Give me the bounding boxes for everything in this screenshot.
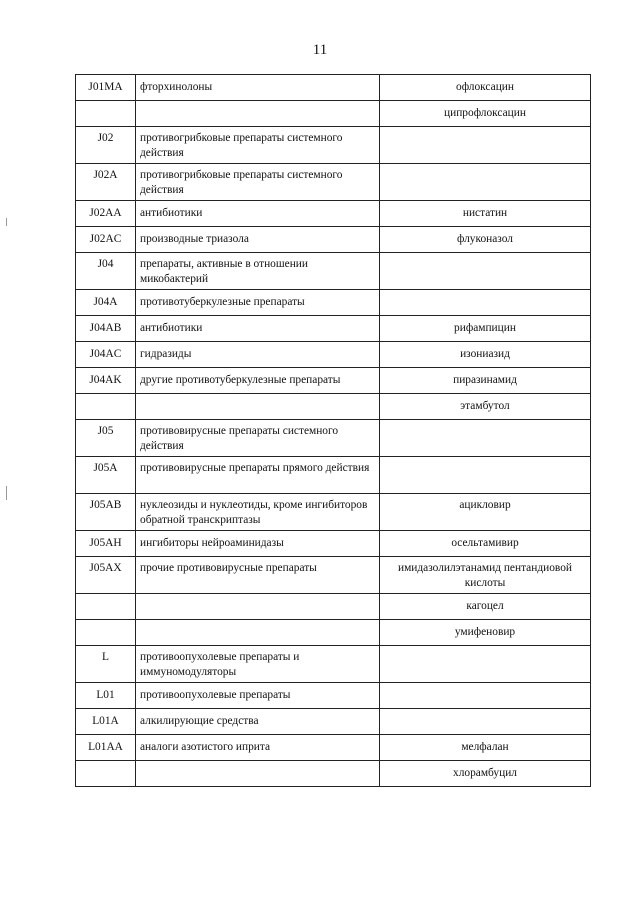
drug-cell: рифампицин [380,316,591,342]
table-row [76,253,591,290]
table-row [76,201,591,227]
group-cell: противотуберкулезные препараты [136,290,380,316]
drug-cell: ципрофлоксацин [380,101,591,127]
code-cell: L [76,646,136,683]
group-cell: гидразиды [136,342,380,368]
drug-cell: пиразинамид [380,368,591,394]
table-row [76,394,591,420]
code-cell: J05AB [76,494,136,531]
group-cell: антибиотики [136,201,380,227]
code-cell: J04A [76,290,136,316]
group-cell: аналоги азотистого иприта [136,735,380,761]
drug-cell [380,457,591,494]
group-cell: ингибиторы нейроаминидазы [136,531,380,557]
table-row [76,683,591,709]
group-cell: противоопухолевые препараты и иммуномодуляторы [136,646,380,683]
group-cell: противоопухолевые препараты [136,683,380,709]
group-cell: алкилирующие средства [136,709,380,735]
code-cell: L01A [76,709,136,735]
drug-cell: умифеновир [380,620,591,646]
group-cell [136,594,380,620]
drug-cell [380,253,591,290]
group-cell [136,761,380,787]
table-row [76,761,591,787]
drug-cell [380,127,591,164]
table-row [76,368,591,394]
code-cell [76,620,136,646]
code-cell: J05AH [76,531,136,557]
table-row [76,557,591,594]
drug-cell: офлоксацин [380,75,591,101]
drug-cell [380,646,591,683]
code-cell: J04AB [76,316,136,342]
drug-cell: хлорамбуцил [380,761,591,787]
group-cell: противогрибковые препараты системного действия [136,164,380,201]
table-row [76,75,591,101]
drug-cell [380,683,591,709]
table-row [76,494,591,531]
code-cell: L01AA [76,735,136,761]
table-row [76,420,591,457]
margin-mark [6,218,7,226]
group-cell: нуклеозиды и нуклеотиды, кроме ингибиторов обратной транскриптазы [136,494,380,531]
drug-cell: изониазид [380,342,591,368]
group-cell: противогрибковые препараты системного действия [136,127,380,164]
table-row [76,101,591,127]
table-row [76,735,591,761]
table-row [76,594,591,620]
table-row [76,646,591,683]
code-cell: J05A [76,457,136,494]
page-number: 11 [312,42,328,58]
code-cell: J04 [76,253,136,290]
code-cell [76,394,136,420]
code-cell: J02AC [76,227,136,253]
drug-cell: имидазолилэтанамид пентандиовой кислоты [380,557,591,594]
group-cell: препараты, активные в отношении микобактерий [136,253,380,290]
table-row [76,709,591,735]
drug-classification-table [75,74,591,787]
group-cell: фторхинолоны [136,75,380,101]
drug-cell: этамбутол [380,394,591,420]
table-row [76,127,591,164]
table-row [76,531,591,557]
code-cell: J04AK [76,368,136,394]
group-cell: другие противотуберкулезные препараты [136,368,380,394]
drug-cell: мелфалан [380,735,591,761]
code-cell [76,761,136,787]
drug-cell [380,420,591,457]
drug-cell [380,164,591,201]
table-row [76,290,591,316]
code-cell: J05AX [76,557,136,594]
table-row [76,316,591,342]
drug-cell: нистатин [380,201,591,227]
margin-mark [6,486,7,500]
group-cell: антибиотики [136,316,380,342]
code-cell: J04AC [76,342,136,368]
table-row [76,227,591,253]
group-cell: производные триазола [136,227,380,253]
table-row [76,620,591,646]
code-cell [76,101,136,127]
group-cell [136,394,380,420]
group-cell [136,620,380,646]
code-cell: J02A [76,164,136,201]
code-cell: J02 [76,127,136,164]
group-cell [136,101,380,127]
table-row [76,164,591,201]
table-row [76,342,591,368]
code-cell: J05 [76,420,136,457]
code-cell: L01 [76,683,136,709]
drug-cell: ацикловир [380,494,591,531]
code-cell [76,594,136,620]
group-cell: противовирусные препараты прямого действия [136,457,380,494]
drug-cell: флуконазол [380,227,591,253]
drug-cell: осельтамивир [380,531,591,557]
code-cell: J01MA [76,75,136,101]
group-cell: прочие противовирусные препараты [136,557,380,594]
drug-cell [380,709,591,735]
drug-cell: кагоцел [380,594,591,620]
code-cell: J02AA [76,201,136,227]
table-row [76,457,591,494]
group-cell: противовирусные препараты системного действия [136,420,380,457]
drug-cell [380,290,591,316]
